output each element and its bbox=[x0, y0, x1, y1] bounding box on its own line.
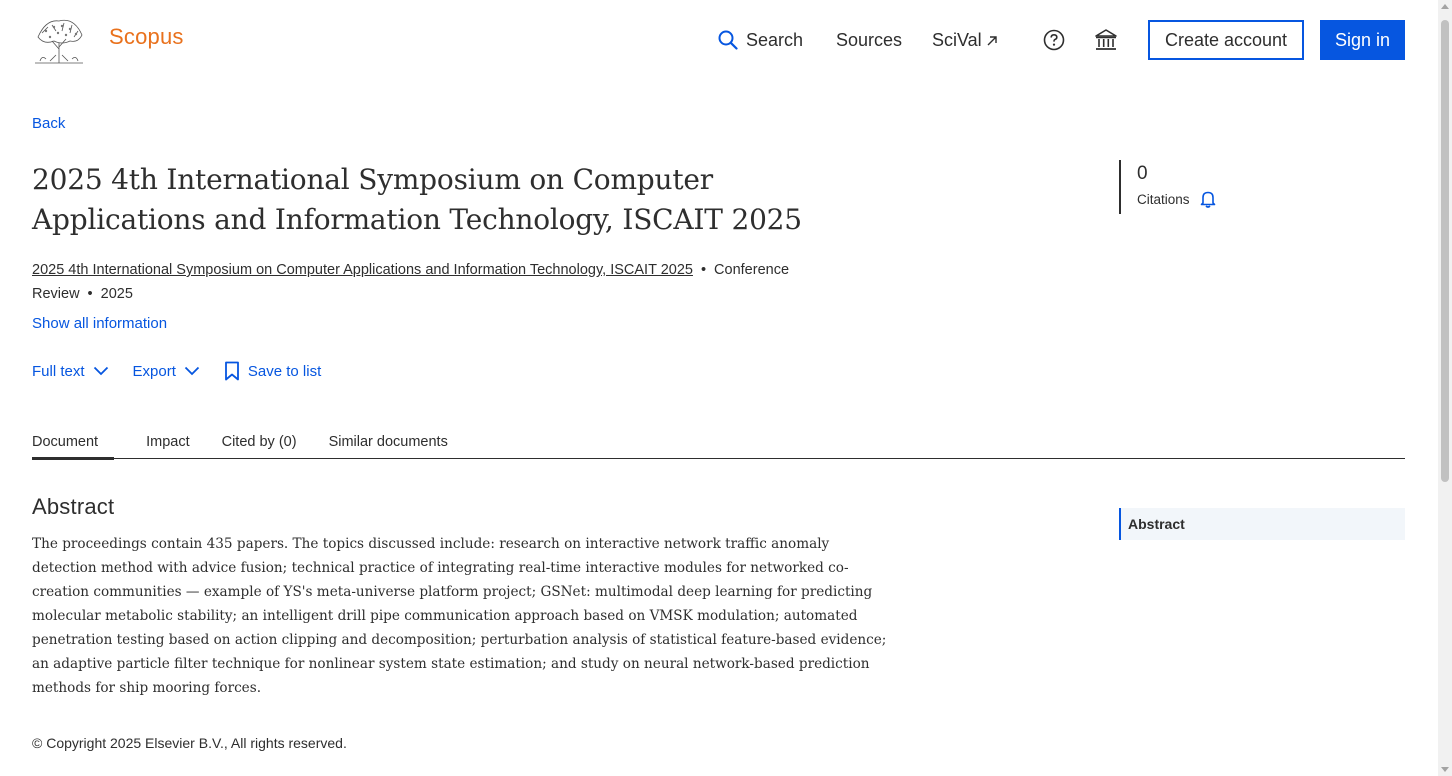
citations-label: Citations bbox=[1137, 191, 1190, 207]
institution-button[interactable] bbox=[1093, 27, 1119, 53]
bullet-separator: • bbox=[700, 262, 707, 278]
citations-label-row bbox=[1137, 190, 1216, 208]
bell-icon[interactable] bbox=[1200, 190, 1216, 208]
document-type: Conference Review bbox=[32, 262, 790, 302]
create-account-button[interactable]: Create account bbox=[1148, 20, 1304, 60]
document-tabs bbox=[32, 430, 1405, 459]
nav-scival-label: SciVal bbox=[932, 29, 982, 50]
bullet-separator: • bbox=[87, 286, 93, 302]
sign-in-button[interactable]: Sign in bbox=[1320, 20, 1405, 60]
document-actions bbox=[32, 361, 345, 381]
scroll-down-arrow[interactable] bbox=[1441, 767, 1449, 772]
nav-scival[interactable] bbox=[932, 20, 999, 60]
nav-search[interactable] bbox=[718, 20, 803, 60]
save-to-list-label: Save to list bbox=[247, 362, 322, 380]
tab-similar-documents[interactable]: Similar documents bbox=[328, 434, 448, 450]
scrollbar-thumb[interactable] bbox=[1441, 20, 1449, 482]
scroll-up-arrow[interactable] bbox=[1441, 4, 1449, 9]
nav-search-label: Search bbox=[746, 29, 804, 50]
citations-panel bbox=[1119, 160, 1216, 214]
chevron-down-icon bbox=[184, 366, 200, 376]
abstract-text: The proceedings contain 435 papers. The topics discussed include: research on interactive network traffic anomaly detection method with advice fusion; technical practice of integrating real-time interactive modules for networked co-creation communities — example of YS's meta-universe platform project; GSNet: multimodal deep learning for predicting molecular metabolic stability; an intelligent drill pipe communication approach based on VMSK modulation; automated penetration testing based on action clipping and decomposition; perturbation analysis of statistical feature-based evidence; an adaptive particle filter technique for nonlinear system state estimation; and study on neural network-based prediction methods for ship mooring forces. bbox=[32, 536, 887, 696]
source-info bbox=[32, 258, 852, 306]
search-icon bbox=[718, 30, 738, 50]
citation-count: 0 bbox=[1137, 163, 1148, 184]
export-label: Export bbox=[132, 362, 176, 380]
publication-year: 2025 bbox=[100, 286, 133, 302]
bookmark-icon bbox=[224, 361, 240, 381]
full-text-label: Full text bbox=[32, 362, 85, 380]
export-dropdown[interactable] bbox=[133, 363, 200, 380]
tab-document[interactable]: Document bbox=[32, 430, 98, 459]
help-icon bbox=[1043, 29, 1065, 51]
copyright-notice: © Copyright 2025 Elsevier B.V., All rights reserved. bbox=[32, 735, 347, 751]
tab-impact[interactable]: Impact bbox=[146, 434, 190, 450]
scopus-brand[interactable]: Scopus bbox=[109, 24, 184, 49]
top-header bbox=[0, 0, 1438, 80]
document-title: 2025 4th International Symposium on Computer Applications and Information Technology, ISCAIT 2025 bbox=[32, 163, 802, 236]
help-button[interactable] bbox=[1041, 27, 1067, 53]
tab-cited-by[interactable]: Cited by (0) bbox=[221, 434, 297, 450]
full-text-dropdown[interactable] bbox=[32, 363, 109, 380]
save-to-list-button[interactable] bbox=[224, 361, 321, 381]
chevron-down-icon bbox=[93, 366, 109, 376]
elsevier-tree-logo[interactable] bbox=[32, 15, 86, 65]
institution-icon bbox=[1094, 28, 1118, 52]
abstract-heading: Abstract bbox=[32, 494, 115, 519]
external-link-icon bbox=[985, 34, 999, 48]
source-title-link[interactable]: 2025 4th International Symposium on Computer Applications and Information Technology, ISCAIT 2025 bbox=[32, 262, 693, 278]
back-link[interactable]: Back bbox=[32, 115, 66, 132]
vertical-scrollbar[interactable] bbox=[1438, 0, 1452, 776]
show-all-information-link[interactable]: Show all information bbox=[32, 315, 168, 332]
nav-sources[interactable]: Sources bbox=[836, 29, 903, 50]
toc-abstract-link[interactable]: Abstract bbox=[1119, 508, 1405, 540]
